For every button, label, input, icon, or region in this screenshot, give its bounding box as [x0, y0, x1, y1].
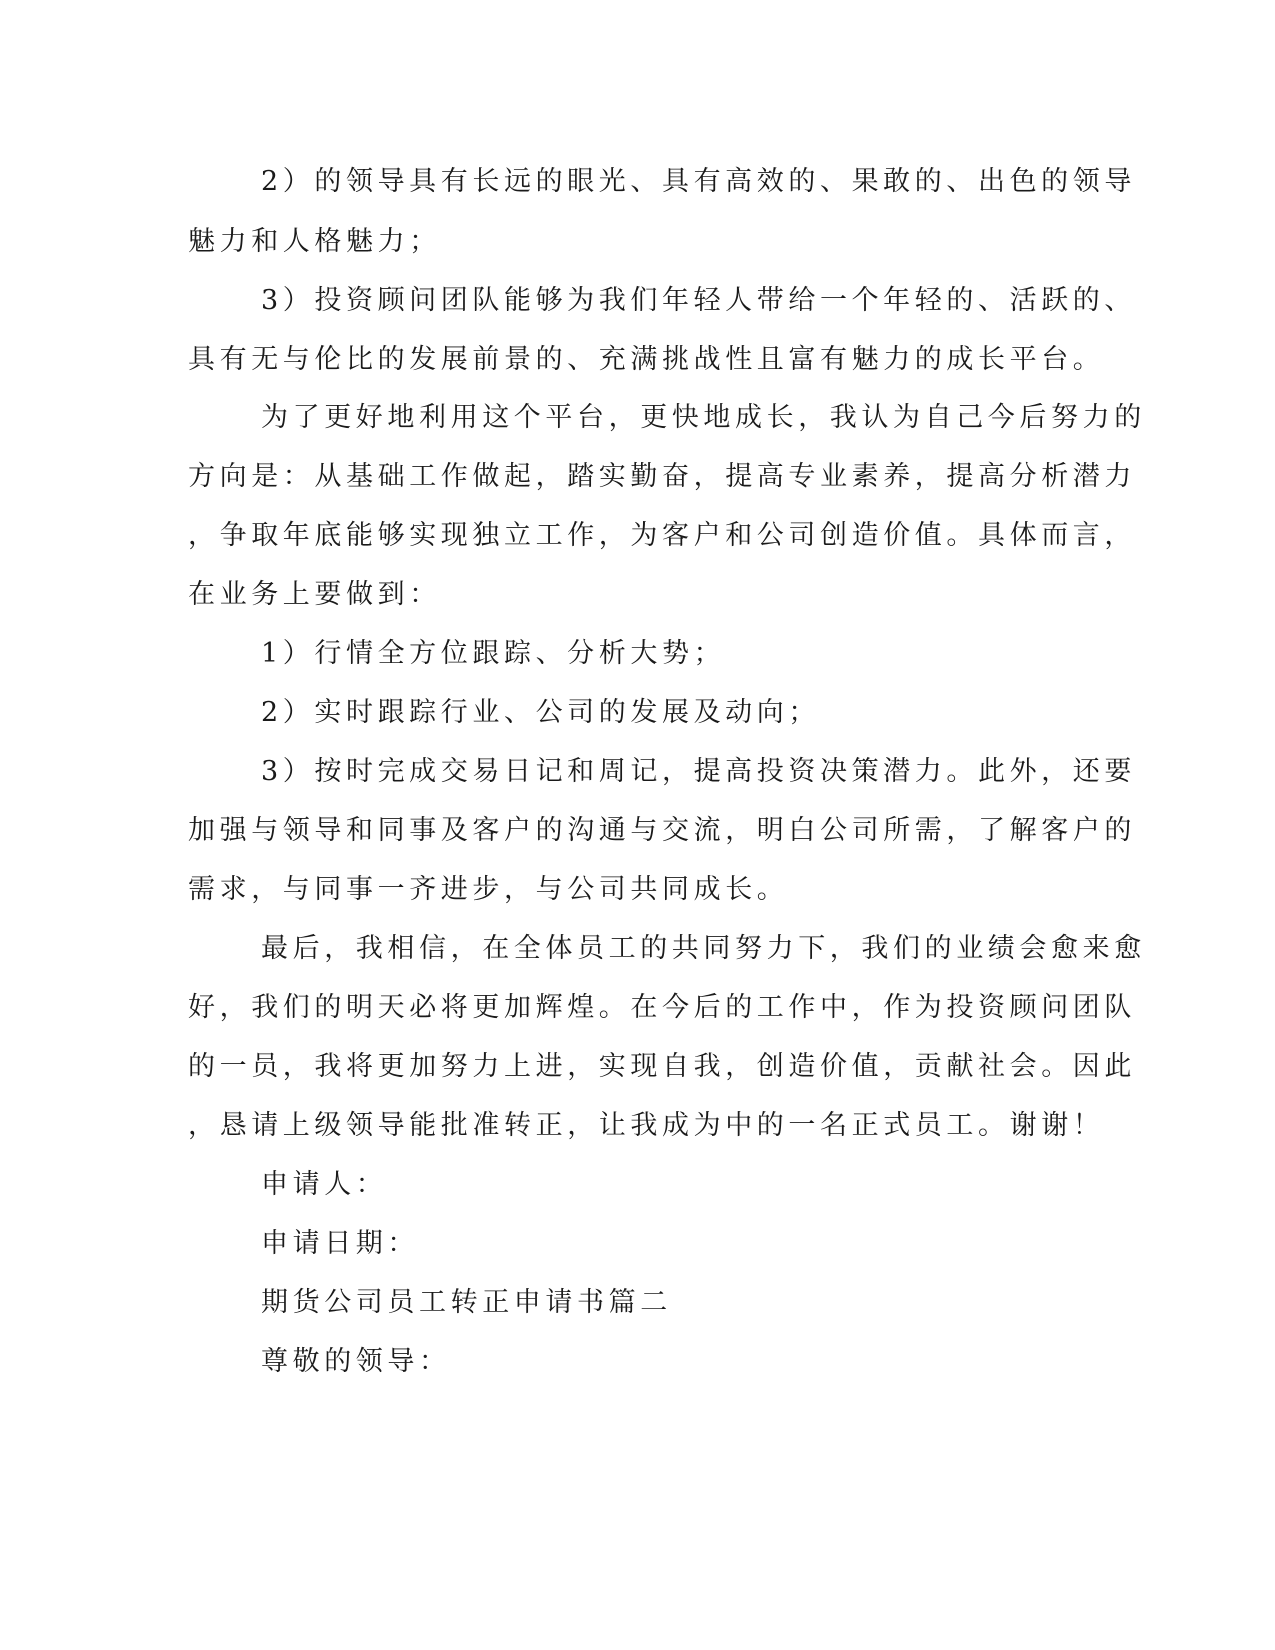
- list-item: 3）按时完成交易日记和周记，提高投资决策潜力。此外，还要: [261, 756, 1136, 787]
- paragraph-line: 方向是：从基础工作做起，踏实勤奋，提高专业素养，提高分析潜力: [188, 461, 1136, 492]
- application-date-label: 申请日期：: [261, 1228, 419, 1259]
- section-title: 期货公司员工转正申请书篇二: [261, 1287, 672, 1318]
- applicant-label: 申请人：: [261, 1169, 388, 1200]
- paragraph-line: 最后，我相信，在全体员工的共同努力下，我们的业绩会愈来愈: [261, 933, 1146, 964]
- paragraph-line: ，争取年底能够实现独立工作，为客户和公司创造价值。具体而言，: [188, 520, 1136, 551]
- paragraph-line: 需求，与同事一齐进步，与公司共同成长。: [188, 874, 789, 905]
- paragraph-line: 3）投资顾问团队能够为我们年轻人带给一个年轻的、活跃的、: [261, 285, 1136, 316]
- paragraph-line: 具有无与伦比的发展前景的、充满挑战性且富有魅力的成长平台。: [188, 344, 1105, 375]
- paragraph-line: 好，我们的明天必将更加辉煌。在今后的工作中，作为投资顾问团队: [188, 992, 1136, 1023]
- paragraph-line: 在业务上要做到：: [188, 579, 441, 610]
- paragraph-line: 加强与领导和同事及客户的沟通与交流，明白公司所需，了解客户的: [188, 815, 1136, 846]
- salutation: 尊敬的领导：: [261, 1346, 451, 1377]
- paragraph-line: 为了更好地利用这个平台，更快地成长，我认为自己今后努力的: [261, 402, 1146, 433]
- paragraph-line: ，恳请上级领导能批准转正，让我成为中的一名正式员工。谢谢！: [188, 1110, 1105, 1141]
- list-item: 2）实时跟踪行业、公司的发展及动向；: [261, 697, 820, 728]
- paragraph-line: 2）的领导具有长远的眼光、具有高效的、果敢的、出色的领导: [261, 166, 1136, 197]
- list-item: 1）行情全方位跟踪、分析大势；: [261, 638, 726, 669]
- paragraph-line: 的一员，我将更加努力上进，实现自我，创造价值，贡献社会。因此: [188, 1051, 1136, 1082]
- paragraph-line: 魅力和人格魅力；: [188, 226, 441, 257]
